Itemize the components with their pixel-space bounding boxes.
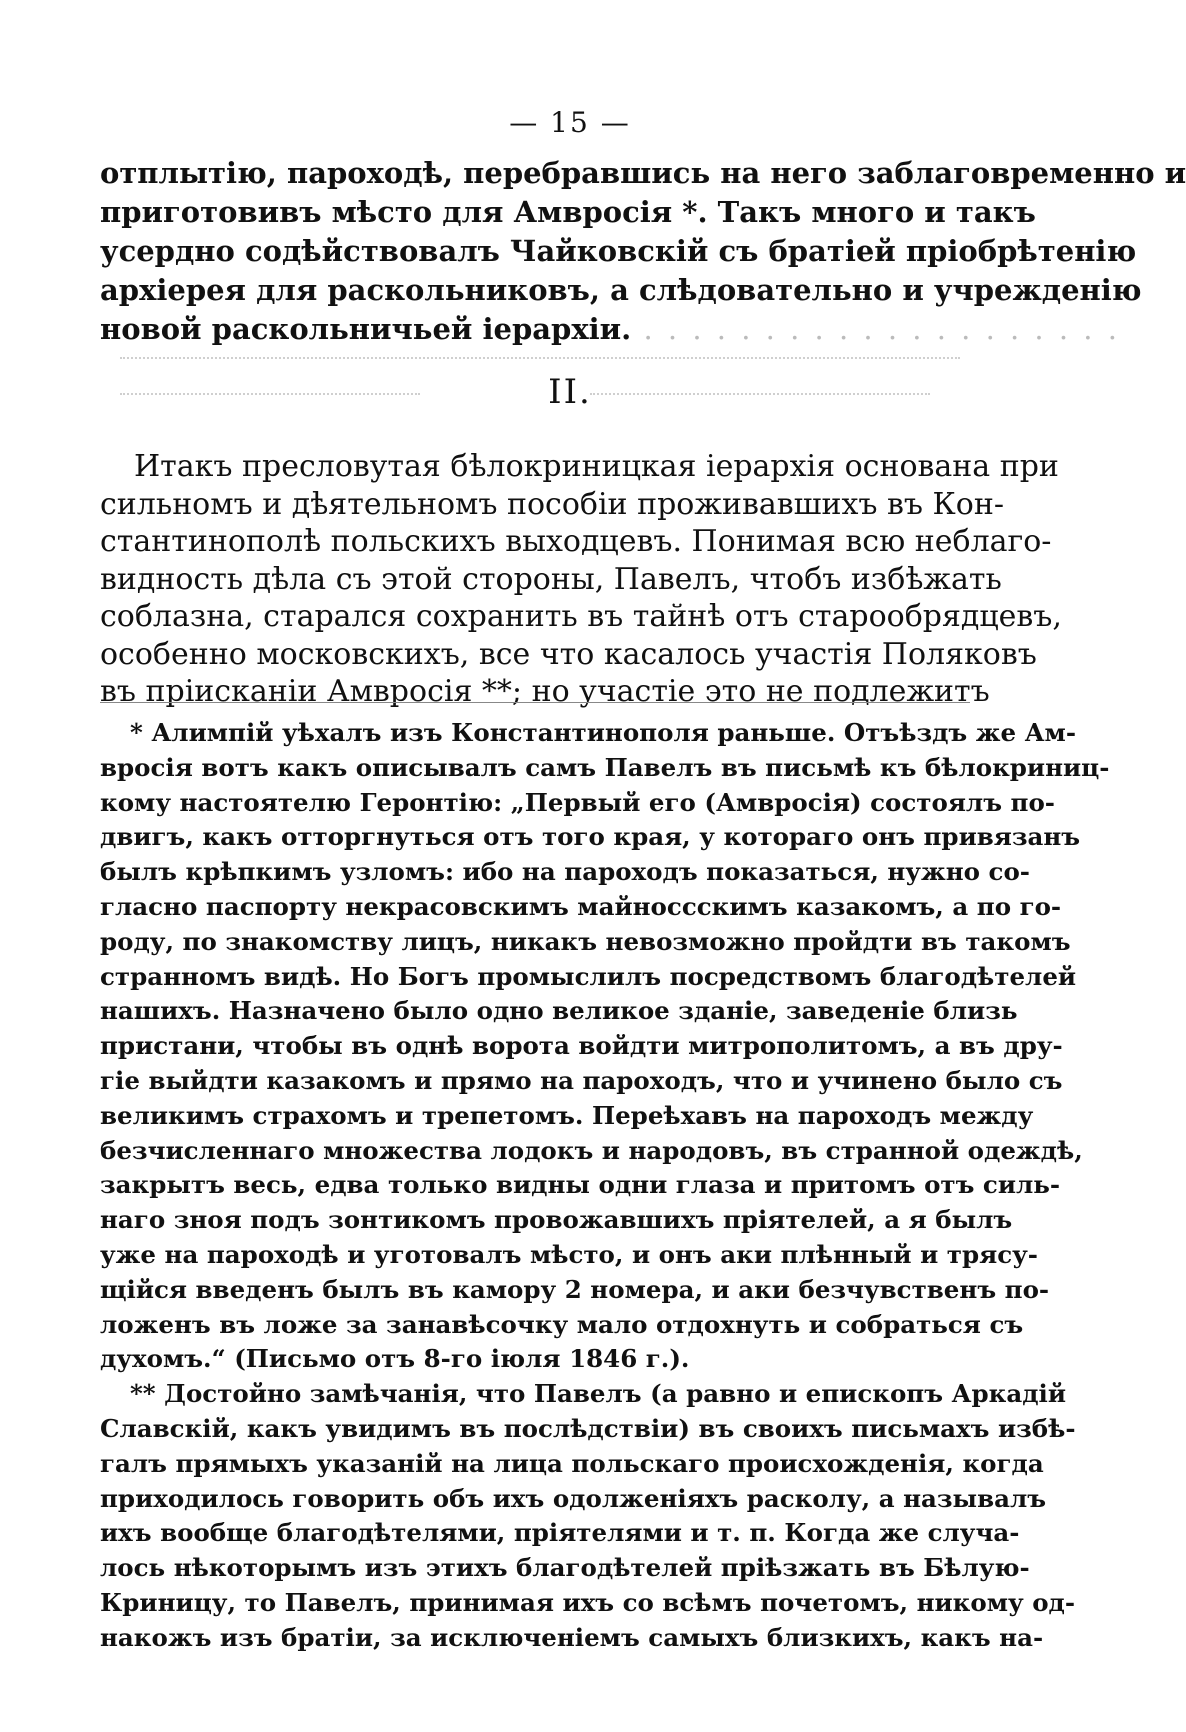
footnote-line: закрытъ весь, едва только видны одни глаза и притомъ отъ силь- xyxy=(100,1170,1061,1200)
footnotes xyxy=(100,716,1110,1656)
footnote-line: кому настоятелю Геронтію: „Первый его (Амвросія) состоялъ по- xyxy=(100,787,1055,817)
text-line: стантинополѣ польскихъ выходцевъ. Понимая всю неблаго- xyxy=(100,524,1052,559)
footnote-line: приходилось говорить объ ихъ одолженіяхъ расколу, а называлъ xyxy=(100,1483,1047,1513)
text-line: соблазна, старался сохранить въ тайнѣ отъ старообрядцевъ, xyxy=(100,599,1062,634)
section-heading: II. xyxy=(548,372,592,412)
footnote-line: гіе выйдти казакомъ и прямо на пароходъ, что и учинено было съ xyxy=(100,1065,1063,1095)
footnote-line: щійся введенъ былъ въ камору 2 номера, и аки безчувственъ по- xyxy=(100,1274,1050,1304)
footnote-line: лось нѣкоторымъ изъ этихъ благодѣтелей пріѣзжать въ Бѣлую- xyxy=(100,1553,1030,1583)
footnote-line: галъ прямыхъ указаній на лица польскаго происхожденія, когда xyxy=(100,1448,1044,1478)
footnote-line: двигъ, какъ отторгнуться отъ того края, у котораго онъ привязанъ xyxy=(100,822,1081,852)
footnote-line: Славскій, какъ увидимъ въ послѣдствіи) въ своихъ письмахъ избѣ- xyxy=(100,1413,1076,1443)
text-line: архіерея для раскольниковъ, а слѣдовательно и учрежденію xyxy=(100,273,1142,307)
text-line: приготовивъ мѣсто для Амвросія *. Такъ много и такъ xyxy=(100,195,1036,229)
footnote-line: великимъ страхомъ и трепетомъ. Переѣхавъ на пароходъ между xyxy=(100,1100,1034,1130)
text-line: сильномъ и дѣятельномъ пособіи проживавшихъ въ Кон- xyxy=(100,486,1004,522)
footnote-one xyxy=(100,716,1110,1377)
text-line xyxy=(100,310,1120,349)
footnote-line: гласно паспорту некрасовскимъ майноссскимъ казакомъ, а по го- xyxy=(100,891,1062,921)
text-line-content: новой раскольничьей іерархіи. xyxy=(100,312,632,346)
footnote-line: вросія вотъ какъ описывалъ самъ Павелъ въ письмѣ къ бѣлокриниц- xyxy=(100,752,1110,782)
footnote-line: роду, по знакомству лицъ, никакъ невозможно пройдти въ такомъ xyxy=(100,926,1071,956)
text-line: видность дѣла съ этой стороны, Павелъ, чтобъ избѣжать xyxy=(100,561,1002,597)
footnote-line: уже на пароходѣ и уготовалъ мѣсто, и онъ аки плѣнный и трясу- xyxy=(100,1239,1038,1269)
print-noise xyxy=(120,357,960,361)
footnote-line: странномъ видѣ. Но Богъ промыслилъ посредствомъ благодѣтелей xyxy=(100,961,1077,991)
text-line: усердно содѣйствовалъ Чайковскій съ братіей пріобрѣтенію xyxy=(100,234,1137,268)
footnote-line: * Алимпій уѣхалъ изъ Константинополя раньше. Отъѣздъ же Ам- xyxy=(130,718,1076,747)
text-line: отплытію, пароходѣ, перебравшись на него заблаговременно и xyxy=(100,156,1186,190)
footnote-line: нашихъ. Назначено было одно великое зданіе, заведеніе близь xyxy=(100,996,1018,1026)
text-line: особенно московскихъ, все что касалось участія Поляковъ xyxy=(100,636,1037,672)
page-number: — 15 — xyxy=(509,106,631,139)
footnote-line: ихъ вообще благодѣтелями, пріятелями и т. п. Когда же случа- xyxy=(100,1518,1020,1548)
text-line: Итакъ пресловутая бѣлокриницкая іерархія основана при xyxy=(134,449,1059,484)
dotted-trail: . . . . . . . . . . . . . . . . . . . . xyxy=(631,312,1120,346)
footnote-line: духомъ.“ (Письмо отъ 8-го іюля 1846 г.). xyxy=(100,1344,690,1374)
footnote-line: ** Достойно замѣчанія, что Павелъ (а равно и епископъ Аркадій xyxy=(130,1379,1067,1409)
footnote-line: ложенъ въ ложе за занавѣсочку мало отдохнуть и собраться съ xyxy=(100,1309,1024,1339)
top-paragraph xyxy=(100,154,1186,349)
footnote-line: былъ крѣпкимъ узломъ: ибо на пароходъ показаться, нужно со- xyxy=(100,857,1030,887)
text-line: въ пріисканіи Амвросія **; но участіе это не подлежитъ xyxy=(100,674,990,709)
footnote-line: наго зноя подъ зонтикомъ провожавшихъ пріятелей, а я былъ xyxy=(100,1205,1013,1235)
main-paragraph xyxy=(100,448,1062,711)
footnote-line: безчисленнаго множества лодокъ и народовъ, въ странной одеждѣ, xyxy=(100,1135,1083,1165)
footnote-line: Криницу, то Павелъ, принимая ихъ со всѣмъ почетомъ, никому од- xyxy=(100,1587,1076,1617)
footnote-two xyxy=(100,1377,1076,1655)
footnote-line: пристани, чтобы въ однѣ ворота войдти митрополитомъ, а въ дру- xyxy=(100,1031,1063,1061)
footnote-line: накожъ изъ братіи, за исключеніемъ самыхъ близкихъ, какъ на- xyxy=(100,1622,1044,1652)
footnote-separator xyxy=(100,702,970,703)
